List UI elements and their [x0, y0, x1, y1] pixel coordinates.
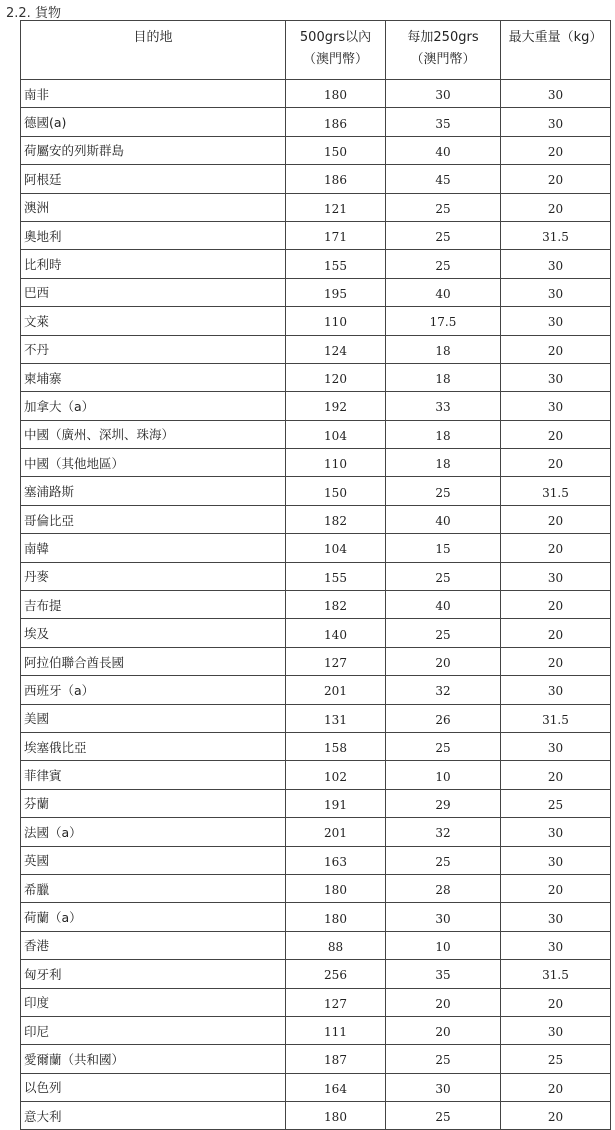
- destination-cell: 意大利: [21, 1102, 286, 1130]
- table-row: [21, 1102, 611, 1130]
- max-weight-cell: 25: [501, 1045, 611, 1073]
- additional-cell: 15: [386, 534, 501, 562]
- max-weight-cell: 31.5: [501, 221, 611, 249]
- destination-cell: 法國（a）: [21, 818, 286, 846]
- destination-cell: 中國（廣州、深圳、珠海）: [21, 420, 286, 448]
- header-first-weight-unit: （澳門幣）: [302, 52, 368, 67]
- table-row: [21, 221, 611, 249]
- header-additional-label: 每加250grs: [407, 30, 479, 45]
- first-weight-cell: 124: [286, 335, 386, 363]
- additional-cell: 25: [386, 250, 501, 278]
- first-weight-cell: 102: [286, 761, 386, 789]
- first-weight-cell: 164: [286, 1073, 386, 1101]
- table-row: [21, 505, 611, 533]
- destination-cell: 哥倫比亞: [21, 505, 286, 533]
- table-row: [21, 250, 611, 278]
- destination-cell: 阿根廷: [21, 165, 286, 193]
- max-weight-cell: 20: [501, 505, 611, 533]
- first-weight-cell: 186: [286, 108, 386, 136]
- additional-cell: 30: [386, 903, 501, 931]
- first-weight-cell: 180: [286, 1102, 386, 1130]
- first-weight-cell: 127: [286, 988, 386, 1016]
- table-row: [21, 761, 611, 789]
- table-row: [21, 449, 611, 477]
- header-first-weight-label: 500grs以內: [299, 30, 372, 45]
- table-row: [21, 874, 611, 902]
- first-weight-cell: 180: [286, 80, 386, 108]
- max-weight-cell: 20: [501, 420, 611, 448]
- additional-cell: 25: [386, 1102, 501, 1130]
- first-weight-cell: 195: [286, 278, 386, 306]
- destination-cell: 丹麥: [21, 562, 286, 590]
- additional-cell: 25: [386, 562, 501, 590]
- table-row: [21, 307, 611, 335]
- table-row: [21, 960, 611, 988]
- additional-cell: 28: [386, 874, 501, 902]
- destination-cell: 澳洲: [21, 193, 286, 221]
- table-row: [21, 704, 611, 732]
- rates-table: [20, 20, 611, 1130]
- table-row: [21, 335, 611, 363]
- destination-cell: 吉布提: [21, 591, 286, 619]
- destination-cell: 加拿大（a）: [21, 392, 286, 420]
- first-weight-cell: 201: [286, 676, 386, 704]
- additional-cell: 18: [386, 363, 501, 391]
- additional-cell: 45: [386, 165, 501, 193]
- destination-cell: 阿拉伯聯合酋長國: [21, 647, 286, 675]
- additional-cell: 40: [386, 278, 501, 306]
- table-row: [21, 108, 611, 136]
- additional-cell: 40: [386, 505, 501, 533]
- max-weight-cell: 20: [501, 988, 611, 1016]
- first-weight-cell: 180: [286, 903, 386, 931]
- first-weight-cell: 155: [286, 250, 386, 278]
- header-first-weight: [286, 21, 386, 80]
- table-row: [21, 136, 611, 164]
- header-max-weight-label: 最大重量（kg）: [508, 30, 603, 45]
- destination-cell: 英國: [21, 846, 286, 874]
- additional-cell: 18: [386, 420, 501, 448]
- destination-cell: 柬埔寨: [21, 363, 286, 391]
- first-weight-cell: 192: [286, 392, 386, 420]
- destination-cell: 印尼: [21, 1016, 286, 1044]
- max-weight-cell: 31.5: [501, 960, 611, 988]
- additional-cell: 32: [386, 818, 501, 846]
- first-weight-cell: 256: [286, 960, 386, 988]
- first-weight-cell: 104: [286, 534, 386, 562]
- header-destination: [21, 21, 286, 80]
- max-weight-cell: 20: [501, 874, 611, 902]
- destination-cell: 美國: [21, 704, 286, 732]
- table-row: [21, 988, 611, 1016]
- max-weight-cell: 20: [501, 761, 611, 789]
- first-weight-cell: 110: [286, 307, 386, 335]
- max-weight-cell: 30: [501, 278, 611, 306]
- first-weight-cell: 131: [286, 704, 386, 732]
- max-weight-cell: 20: [501, 619, 611, 647]
- max-weight-cell: 20: [501, 335, 611, 363]
- first-weight-cell: 111: [286, 1016, 386, 1044]
- additional-cell: 30: [386, 1073, 501, 1101]
- max-weight-cell: 30: [501, 363, 611, 391]
- table-row: [21, 278, 611, 306]
- max-weight-cell: 20: [501, 1073, 611, 1101]
- table-row: [21, 818, 611, 846]
- first-weight-cell: 120: [286, 363, 386, 391]
- destination-cell: 埃塞俄比亞: [21, 732, 286, 760]
- table-row: [21, 732, 611, 760]
- destination-cell: 芬蘭: [21, 789, 286, 817]
- destination-cell: 南非: [21, 80, 286, 108]
- table-row: [21, 1073, 611, 1101]
- additional-cell: 25: [386, 846, 501, 874]
- header-destination-label: 目的地: [133, 30, 173, 45]
- destination-cell: 以色列: [21, 1073, 286, 1101]
- table-row: [21, 931, 611, 959]
- table-row: [21, 619, 611, 647]
- additional-cell: 33: [386, 392, 501, 420]
- destination-cell: 文萊: [21, 307, 286, 335]
- destination-cell: 希臘: [21, 874, 286, 902]
- first-weight-cell: 186: [286, 165, 386, 193]
- destination-cell: 比利時: [21, 250, 286, 278]
- max-weight-cell: 30: [501, 931, 611, 959]
- destination-cell: 巴西: [21, 278, 286, 306]
- table-body: [21, 80, 611, 1130]
- destination-cell: 印度: [21, 988, 286, 1016]
- first-weight-cell: 88: [286, 931, 386, 959]
- table-row: [21, 165, 611, 193]
- first-weight-cell: 171: [286, 221, 386, 249]
- max-weight-cell: 30: [501, 250, 611, 278]
- max-weight-cell: 20: [501, 647, 611, 675]
- first-weight-cell: 163: [286, 846, 386, 874]
- additional-cell: 25: [386, 221, 501, 249]
- table-row: [21, 789, 611, 817]
- max-weight-cell: 31.5: [501, 704, 611, 732]
- first-weight-cell: 127: [286, 647, 386, 675]
- destination-cell: 荷屬安的列斯群島: [21, 136, 286, 164]
- additional-cell: 25: [386, 477, 501, 505]
- first-weight-cell: 158: [286, 732, 386, 760]
- additional-cell: 35: [386, 960, 501, 988]
- first-weight-cell: 187: [286, 1045, 386, 1073]
- first-weight-cell: 150: [286, 477, 386, 505]
- destination-cell: 荷蘭（a）: [21, 903, 286, 931]
- destination-cell: 菲律賓: [21, 761, 286, 789]
- destination-cell: 塞浦路斯: [21, 477, 286, 505]
- table-row: [21, 591, 611, 619]
- max-weight-cell: 30: [501, 392, 611, 420]
- table-row: [21, 420, 611, 448]
- additional-cell: 25: [386, 193, 501, 221]
- header-additional-unit: （澳門幣）: [410, 52, 476, 67]
- max-weight-cell: 20: [501, 1102, 611, 1130]
- first-weight-cell: 104: [286, 420, 386, 448]
- max-weight-cell: 20: [501, 165, 611, 193]
- max-weight-cell: 30: [501, 818, 611, 846]
- table-row: [21, 534, 611, 562]
- max-weight-cell: 30: [501, 846, 611, 874]
- additional-cell: 20: [386, 988, 501, 1016]
- additional-cell: 20: [386, 1016, 501, 1044]
- additional-cell: 40: [386, 591, 501, 619]
- table-row: [21, 903, 611, 931]
- max-weight-cell: 31.5: [501, 477, 611, 505]
- destination-cell: 德國(a): [21, 108, 286, 136]
- additional-cell: 32: [386, 676, 501, 704]
- max-weight-cell: 30: [501, 80, 611, 108]
- first-weight-cell: 180: [286, 874, 386, 902]
- first-weight-cell: 110: [286, 449, 386, 477]
- table-row: [21, 193, 611, 221]
- max-weight-cell: 30: [501, 1016, 611, 1044]
- additional-cell: 10: [386, 931, 501, 959]
- max-weight-cell: 20: [501, 534, 611, 562]
- additional-cell: 26: [386, 704, 501, 732]
- destination-cell: 南韓: [21, 534, 286, 562]
- max-weight-cell: 30: [501, 732, 611, 760]
- table-row: [21, 80, 611, 108]
- destination-cell: 中國（其他地區）: [21, 449, 286, 477]
- table-row: [21, 676, 611, 704]
- max-weight-cell: 30: [501, 562, 611, 590]
- destination-cell: 西班牙（a）: [21, 676, 286, 704]
- max-weight-cell: 20: [501, 136, 611, 164]
- table-row: [21, 1045, 611, 1073]
- additional-cell: 20: [386, 647, 501, 675]
- additional-cell: 10: [386, 761, 501, 789]
- destination-cell: 匈牙利: [21, 960, 286, 988]
- additional-cell: 25: [386, 1045, 501, 1073]
- table-row: [21, 846, 611, 874]
- first-weight-cell: 201: [286, 818, 386, 846]
- max-weight-cell: 20: [501, 193, 611, 221]
- table-header: [21, 21, 611, 80]
- first-weight-cell: 191: [286, 789, 386, 817]
- max-weight-cell: 20: [501, 591, 611, 619]
- table-row: [21, 477, 611, 505]
- section-title: 2.2. 貨物: [6, 6, 61, 21]
- table-row: [21, 1016, 611, 1044]
- table-row: [21, 562, 611, 590]
- additional-cell: 40: [386, 136, 501, 164]
- first-weight-cell: 182: [286, 505, 386, 533]
- additional-cell: 25: [386, 732, 501, 760]
- additional-cell: 30: [386, 80, 501, 108]
- first-weight-cell: 155: [286, 562, 386, 590]
- additional-cell: 18: [386, 449, 501, 477]
- max-weight-cell: 30: [501, 903, 611, 931]
- header-additional: [386, 21, 501, 80]
- max-weight-cell: 30: [501, 108, 611, 136]
- additional-cell: 25: [386, 619, 501, 647]
- max-weight-cell: 30: [501, 307, 611, 335]
- destination-cell: 埃及: [21, 619, 286, 647]
- destination-cell: 愛爾蘭（共和國）: [21, 1045, 286, 1073]
- max-weight-cell: 30: [501, 676, 611, 704]
- max-weight-cell: 20: [501, 449, 611, 477]
- additional-cell: 35: [386, 108, 501, 136]
- header-row: [21, 21, 611, 80]
- additional-cell: 17.5: [386, 307, 501, 335]
- table-row: [21, 647, 611, 675]
- first-weight-cell: 182: [286, 591, 386, 619]
- additional-cell: 29: [386, 789, 501, 817]
- first-weight-cell: 140: [286, 619, 386, 647]
- destination-cell: 奧地利: [21, 221, 286, 249]
- first-weight-cell: 150: [286, 136, 386, 164]
- first-weight-cell: 121: [286, 193, 386, 221]
- table-row: [21, 392, 611, 420]
- additional-cell: 18: [386, 335, 501, 363]
- destination-cell: 不丹: [21, 335, 286, 363]
- destination-cell: 香港: [21, 931, 286, 959]
- table-row: [21, 363, 611, 391]
- header-max-weight: [501, 21, 611, 80]
- max-weight-cell: 25: [501, 789, 611, 817]
